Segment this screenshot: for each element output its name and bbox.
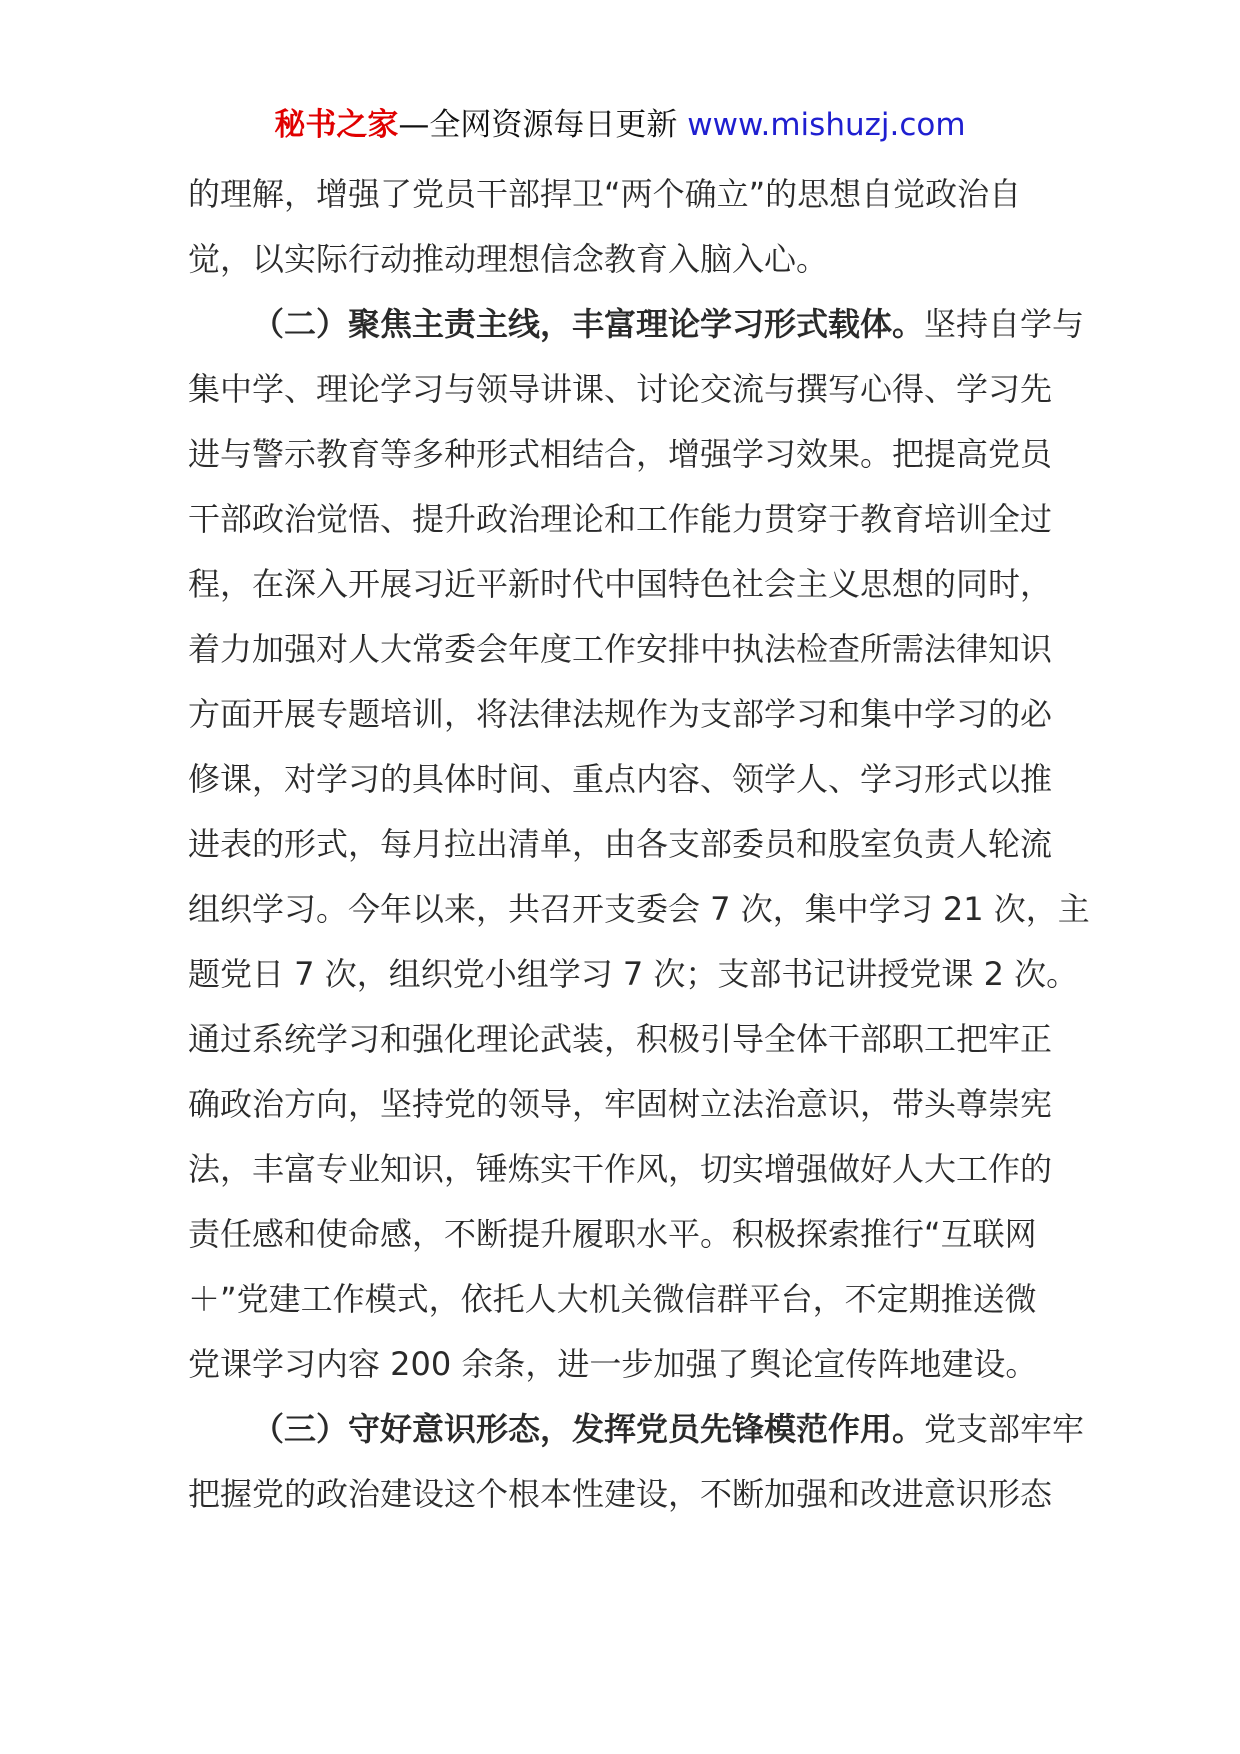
text-line: 组织学习。今年以来，共召开支委会 7 次，集中学习 21 次，主	[188, 890, 1090, 928]
paragraph-continuation	[188, 162, 1058, 292]
site-url-link[interactable]: www.mishuzj.com	[687, 107, 966, 143]
section-2-lead: 坚持自学与	[924, 305, 1085, 343]
site-header	[0, 100, 1240, 150]
document-body	[188, 162, 1090, 1527]
text-line: 进表的形式，每月拉出清单，由各支部委员和股室负责人轮流	[188, 825, 1053, 863]
text-line: 的理解，增强了党员干部捍卫“两个确立”的思想自觉政治自	[188, 175, 1022, 213]
text-line: 确政治方向，坚持党的领导，牢固树立法治意识，带头尊崇宪	[188, 1085, 1053, 1123]
text-line: 责任感和使命感，不断提升履职水平。积极探索推行“互联网	[188, 1215, 1037, 1253]
text-line-first	[188, 292, 1085, 357]
text-line: 通过系统学习和强化理论武装，积极引导全体干部职工把牢正	[188, 1020, 1053, 1058]
text-line: ＋”党建工作模式，依托人大机关微信群平台，不定期推送微	[188, 1280, 1037, 1318]
text-line: 法，丰富专业知识，锤炼实干作风，切实增强做好人大工作的	[188, 1150, 1053, 1188]
text-line: 方面开展专题培训，将法律法规作为支部学习和集中学习的必	[188, 695, 1053, 733]
site-brand: 秘书之家	[274, 107, 399, 143]
section-2-heading: （二）聚焦主责主线，丰富理论学习形式载体。	[252, 305, 925, 343]
text-line: 集中学、理论学习与领导讲课、讨论交流与撰写心得、学习先	[188, 370, 1053, 408]
paragraph-section-3	[188, 1397, 1085, 1527]
text-line: 觉，以实际行动推动理想信念教育入脑入心。	[188, 240, 829, 278]
text-line: 党课学习内容 200 余条，进一步加强了舆论宣传阵地建设。	[188, 1345, 1038, 1383]
text-line: 干部政治觉悟、提升政治理论和工作能力贯穿于教育培训全过	[188, 500, 1053, 538]
text-line: 题党日 7 次，组织党小组学习 7 次；支部书记讲授党课 2 次。	[188, 955, 1079, 993]
text-line: 进与警示教育等多种形式相结合，增强学习效果。把提高党员	[188, 435, 1053, 473]
text-line: 程，在深入开展习近平新时代中国特色社会主义思想的同时，	[188, 565, 1053, 603]
section-3-heading: （三）守好意识形态，发挥党员先锋模范作用。	[252, 1410, 925, 1448]
section-3-lead: 党支部牢牢	[924, 1410, 1085, 1448]
text-line: 把握党的政治建设这个根本性建设，不断加强和改进意识形态	[188, 1475, 1053, 1513]
text-line-first	[188, 1397, 1085, 1462]
site-tagline: —全网资源每日更新	[398, 107, 688, 143]
paragraph-section-2	[188, 292, 1090, 1397]
text-line: 修课，对学习的具体时间、重点内容、领学人、学习形式以推	[188, 760, 1053, 798]
text-line: 着力加强对人大常委会年度工作安排中执法检查所需法律知识	[188, 630, 1053, 668]
